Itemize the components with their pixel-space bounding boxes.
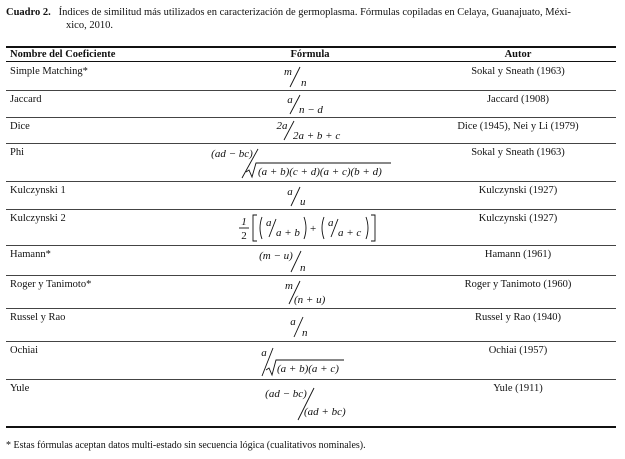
- formula-denominator: (a + b)(a + c): [277, 363, 339, 375]
- table-top-rule: [6, 46, 616, 48]
- term2-denominator: a + c: [338, 227, 362, 239]
- formula-russel-rao: [176, 309, 416, 342]
- plus-sign: +: [310, 223, 317, 235]
- formula-phi: [176, 144, 416, 182]
- table-row: [6, 144, 616, 182]
- formula-numerator: a: [261, 347, 267, 359]
- table-row: [6, 309, 616, 342]
- table-row: [6, 63, 616, 91]
- left-paren-icon: [322, 217, 324, 239]
- coef-author: Sokal y Sneath (1963): [471, 147, 565, 158]
- coef-author: Roger y Tanimoto (1960): [464, 279, 572, 290]
- caption-text-cont: xico, 2010.: [66, 20, 113, 31]
- table-row: [6, 118, 616, 144]
- formula-roger-tanimoto: [176, 276, 416, 309]
- formula-numerator: m: [285, 280, 293, 292]
- formula-yule: [176, 380, 416, 426]
- coef-name: Kulczynski 1: [10, 185, 66, 196]
- term2-numerator: a: [328, 217, 334, 229]
- coef-author: Yule (1911): [493, 383, 543, 394]
- coef-name: Jaccard: [10, 94, 42, 105]
- right-paren-icon: [304, 217, 306, 239]
- half-numerator: 1: [241, 216, 247, 228]
- formula-dice: [176, 118, 416, 144]
- caption-label: Cuadro 2.: [6, 7, 51, 18]
- coef-name: Kulczynski 2: [10, 213, 66, 224]
- formula-denominator: n − d: [299, 104, 323, 116]
- formula-denominator: 2a + b + c: [293, 130, 341, 142]
- coef-author: Ochiai (1957): [488, 345, 548, 356]
- formula-kulczynski2: [176, 210, 416, 246]
- formula-hamann: [176, 246, 416, 276]
- header-author: Autor: [504, 49, 532, 60]
- header-name: Nombre del Coeficiente: [10, 49, 116, 60]
- caption-text: Índices de similitud más utilizados en caracterización de germoplasma. Fórmulas copiladas en Celaya, Guanajuato, Méxi-: [58, 7, 571, 18]
- coef-author: Kulczynski (1927): [478, 185, 558, 196]
- coef-author: Kulczynski (1927): [478, 213, 558, 224]
- formula-numerator: (m − u): [259, 250, 293, 262]
- term1-numerator: a: [266, 217, 272, 229]
- table-caption: [6, 6, 612, 32]
- coef-name: Phi: [10, 147, 25, 158]
- coef-author: Russel y Rao (1940): [474, 312, 562, 323]
- table-row: [6, 246, 616, 276]
- coef-name: Yule: [10, 383, 30, 394]
- right-paren-icon: [366, 217, 368, 239]
- formula-denominator: n: [302, 327, 308, 339]
- term1-denominator: a + b: [276, 227, 300, 239]
- coef-author: Sokal y Sneath (1963): [471, 66, 565, 77]
- left-bracket-icon: [253, 215, 257, 241]
- right-bracket-icon: [371, 215, 375, 241]
- coef-author: Jaccard (1908): [486, 94, 550, 105]
- header-formula: Fórmula: [290, 49, 330, 60]
- formula-numerator: (ad − bc): [265, 388, 307, 400]
- table-row: [6, 182, 616, 210]
- formula-kulczynski1: [176, 182, 416, 210]
- table-row: [6, 91, 616, 118]
- formula-denominator: (n + u): [294, 294, 326, 306]
- formula-denominator: n: [300, 262, 306, 274]
- coef-name: Russel y Rao: [10, 312, 66, 323]
- left-paren-icon: [260, 217, 262, 239]
- coef-name: Ochiai: [10, 345, 38, 356]
- table-row: [6, 342, 616, 380]
- formula-denominator: n: [301, 77, 307, 89]
- formula-numerator: a: [290, 316, 296, 328]
- table-row: [6, 210, 616, 246]
- formula-ochiai: [176, 342, 416, 380]
- coef-name: Hamann*: [10, 249, 51, 260]
- footnote: * Estas fórmulas aceptan datos multi-estado sin secuencia lógica (cualitativos nominales).: [6, 440, 366, 451]
- formula-numerator: 2a: [276, 120, 288, 132]
- formula-denominator: u: [300, 196, 306, 208]
- formula-numerator: a: [287, 94, 293, 106]
- table-bottom-rule: [6, 426, 616, 428]
- formula-numerator: (ad − bc): [211, 148, 253, 160]
- half-denominator: 2: [241, 230, 247, 242]
- table-row: [6, 276, 616, 309]
- formula-numerator: m: [284, 66, 292, 78]
- formula-jaccard: [176, 91, 416, 118]
- formula-simple-matching: [176, 63, 416, 91]
- coef-name: Roger y Tanimoto*: [10, 279, 92, 290]
- coef-name: Simple Matching*: [10, 66, 88, 77]
- coef-author: Dice (1945), Nei y Li (1979): [457, 121, 579, 132]
- table-header-rule: [6, 61, 616, 62]
- coef-author: Hamann (1961): [484, 249, 552, 260]
- formula-numerator: a: [287, 186, 293, 198]
- coef-name: Dice: [10, 121, 30, 132]
- formula-denominator: (ad + bc): [304, 406, 346, 418]
- formula-denominator: (a + b)(c + d)(a + c)(b + d): [258, 166, 382, 178]
- table-row: [6, 380, 616, 426]
